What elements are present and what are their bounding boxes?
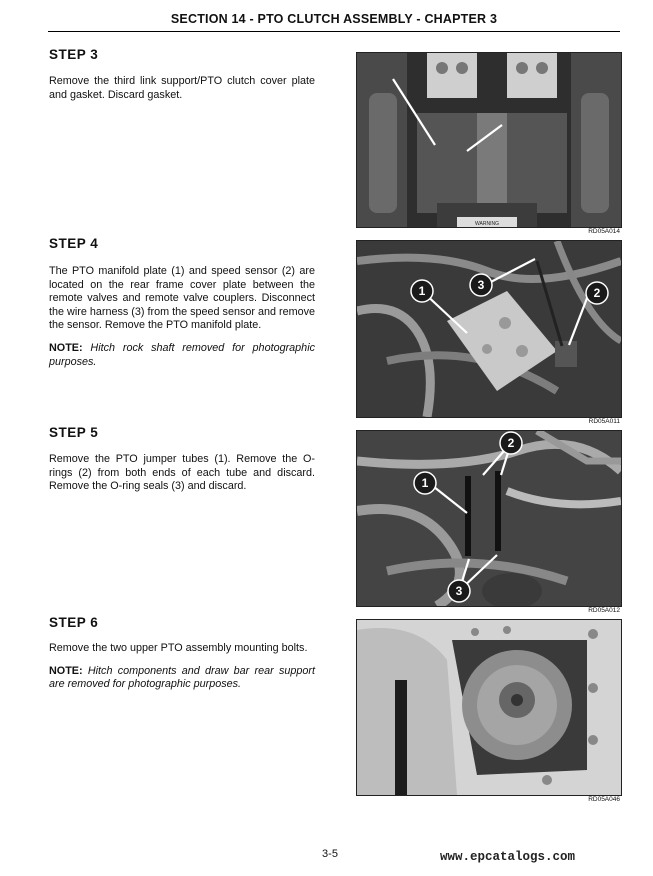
step-4-note-text: Hitch rock shaft removed for photographic purposes. bbox=[49, 341, 315, 368]
step-5-photo bbox=[356, 430, 622, 607]
svg-text:2: 2 bbox=[507, 436, 515, 450]
step-5-photo-id: RD05A012 bbox=[588, 607, 620, 614]
callout-3 bbox=[448, 580, 470, 602]
step-4-photo bbox=[356, 240, 622, 418]
step-6-photo bbox=[356, 619, 622, 796]
step-3-title: STEP 3 bbox=[49, 47, 99, 62]
callout-2 bbox=[500, 432, 522, 454]
step-6-text bbox=[49, 642, 315, 701]
callout-3 bbox=[470, 274, 492, 296]
svg-text:3: 3 bbox=[455, 584, 463, 598]
step-5-title: STEP 5 bbox=[49, 425, 99, 440]
step-6-note-text: Hitch components and draw bar rear support are removed for photographic purposes. bbox=[49, 664, 315, 691]
warning-decal: WARNING bbox=[475, 221, 499, 227]
header-divider bbox=[48, 31, 620, 32]
step-5-text bbox=[49, 453, 315, 503]
svg-text:3: 3 bbox=[477, 278, 485, 292]
step-3-photo-id: RD05A014 bbox=[588, 228, 620, 235]
step-4-note-label: NOTE: bbox=[49, 341, 83, 354]
svg-text:1: 1 bbox=[418, 284, 426, 298]
step-6-note-label: NOTE: bbox=[49, 664, 83, 677]
svg-text:1: 1 bbox=[421, 476, 429, 490]
callout-1 bbox=[411, 280, 433, 302]
step-3-photo bbox=[356, 52, 622, 228]
step-4-text bbox=[49, 265, 315, 378]
step-4-note bbox=[49, 342, 315, 369]
callout-2 bbox=[586, 282, 608, 304]
page-number: 3-5 bbox=[322, 848, 338, 860]
website-watermark: www.epcatalogs.com bbox=[440, 850, 576, 864]
step-4-photo-id: RD05A011 bbox=[588, 418, 620, 425]
step-4-body: The PTO manifold plate (1) and speed sensor (2) are located on the rear frame cover plate between the remote valves and remote valve couplers. Disconnect the wire harness (3) from the speed sensor and remove the sensor. Remove the PTO manifold plate. bbox=[49, 265, 315, 332]
section-header: SECTION 14 - PTO CLUTCH ASSEMBLY - CHAPTER 3 bbox=[170, 12, 498, 26]
step-6-title: STEP 6 bbox=[49, 615, 99, 630]
step-6-photo-id: RD05A046 bbox=[588, 796, 620, 803]
step-5-body: Remove the PTO jumper tubes (1). Remove the O-rings (2) from both ends of each tube and discard. Remove the O-ring seals (3) and discard. bbox=[49, 453, 315, 493]
step-6-note bbox=[49, 665, 315, 692]
step-3-text bbox=[49, 75, 315, 111]
step-3-body: Remove the third link support/PTO clutch cover plate and gasket. Discard gasket. bbox=[49, 75, 315, 101]
svg-text:2: 2 bbox=[593, 286, 601, 300]
callout-1 bbox=[414, 472, 436, 494]
step-4-title: STEP 4 bbox=[49, 236, 99, 251]
step-6-body: Remove the two upper PTO assembly mounting bolts. bbox=[49, 642, 308, 654]
